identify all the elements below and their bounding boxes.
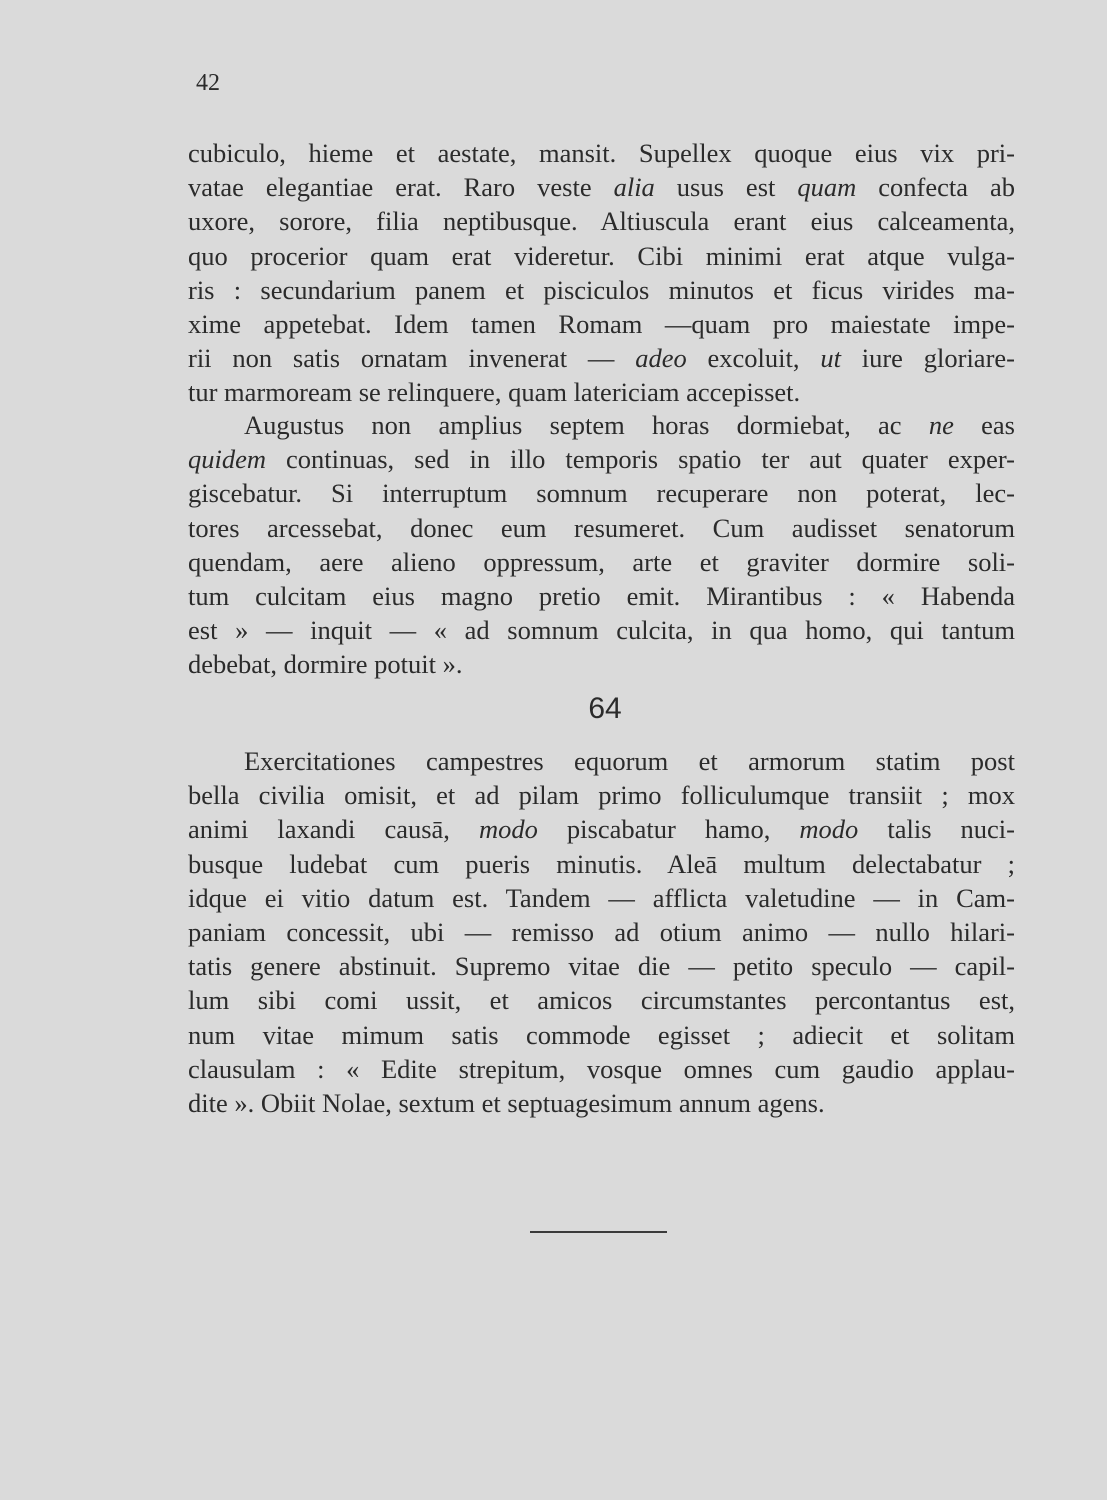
text-line (188, 647, 1015, 681)
text-line (188, 1086, 1015, 1120)
text-segment: animi laxandi causā, (188, 814, 479, 845)
italic-text: quidem (188, 444, 267, 475)
text-line (188, 579, 1015, 613)
text-line (188, 307, 1015, 341)
text-line (188, 239, 1015, 273)
section-number: 64 (588, 692, 622, 725)
italic-text: ne (928, 410, 954, 440)
text-segment: bella civilia omisit, et ad pilam primo folliculumque transiit ; mox (188, 780, 1015, 811)
text-line (188, 915, 1015, 949)
text-segment: est » — inquit — « ad somnum culcita, in qua homo, qui tantum (188, 615, 1015, 646)
text-segment: clausulam : « Edite strepitum, vosque omnes cum gaudio applau- (188, 1053, 1015, 1084)
text-line (188, 341, 1015, 375)
text-segment: xime appetebat. Idem tamen Romam —quam pro maiestate impe- (188, 309, 1015, 339)
text-line (188, 442, 1015, 476)
text-segment: tum culcitam eius magno pretio emit. Mirantibus : « Habenda (188, 581, 1015, 611)
text-segment: usus est (654, 172, 798, 203)
text-line (188, 1052, 1015, 1086)
italic-text: modo (478, 814, 538, 845)
text-segment: tur marmoream se relinquere, quam latericiam accepisset. (188, 377, 801, 408)
text-segment: tores arcessebat, donec eum resumeret. Cum audisset senatorum (188, 512, 1015, 543)
text-line (188, 847, 1015, 881)
end-rule (530, 1231, 667, 1233)
text-line (188, 1018, 1015, 1052)
text-line (188, 136, 1015, 170)
text-segment: dite ». Obiit Nolae, sextum et septuagesimum annum agens. (188, 1088, 825, 1118)
text-line (188, 778, 1015, 812)
text-segment: Augustus non amplius septem horas dormiebat, ac (244, 410, 929, 440)
text-line (188, 408, 1015, 442)
text-segment: rii non satis ornatam invenerat — (188, 343, 636, 374)
text-line (188, 613, 1015, 647)
text-segment: confecta ab (856, 172, 1016, 203)
text-segment: cubiculo, hieme et aestate, mansit. Supellex quoque eius vix pri- (188, 138, 1015, 168)
text-segment: vatae elegantiae erat. Raro veste (188, 172, 614, 203)
text-line (188, 983, 1015, 1017)
text-segment: uxore, sorore, filia neptibusque. Altiuscula erant eius calceamenta, (188, 206, 1015, 237)
text-segment: iure gloriare- (840, 343, 1015, 374)
text-line (188, 744, 1015, 778)
italic-text: quam (797, 172, 857, 203)
text-line (188, 949, 1015, 983)
text-segment: piscabatur hamo, (537, 814, 800, 845)
text-segment: quo procerior quam erat videretur. Cibi minimi erat atque vulga- (188, 240, 1015, 271)
text-line (188, 170, 1015, 204)
text-segment: paniam concessit, ubi — remisso ad otium animo — nullo hilari- (188, 917, 1015, 947)
text-segment: Exercitationes campestres equorum et armorum statim post (244, 746, 1015, 776)
italic-text: adeo (635, 343, 687, 374)
text-line (188, 812, 1015, 846)
italic-text: modo (799, 814, 859, 845)
text-line (188, 511, 1015, 545)
text-segment: num vitae mimum satis commode egisset ; adiecit et solitam (188, 1019, 1015, 1050)
text-line (188, 881, 1015, 915)
text-segment: debebat, dormire potuit ». (188, 649, 463, 680)
page-number: 42 (196, 70, 220, 96)
text-segment: continuas, sed in illo temporis spatio ter aut quater exper- (266, 444, 1015, 475)
text-line (188, 545, 1015, 579)
text-segment: eas (953, 410, 1015, 440)
text-segment: lum sibi comi ussit, et amicos circumstantes percontantus est, (188, 985, 1015, 1016)
italic-text: alia (613, 172, 655, 203)
text-segment: idque ei vitio datum est. Tandem — afflicta valetudine — in Cam- (188, 882, 1015, 913)
text-line (188, 476, 1015, 510)
text-segment: quendam, aere alieno oppressum, arte et graviter dormire soli- (188, 546, 1015, 577)
text-line (188, 204, 1015, 238)
text-segment: tatis genere abstinuit. Supremo vitae die — petito speculo — capil- (188, 951, 1015, 982)
italic-text: ut (820, 343, 841, 374)
text-line (188, 273, 1015, 307)
text-segment: talis nuci- (858, 814, 1015, 845)
text-segment: giscebatur. Si interruptum somnum recuperare non poterat, lec- (188, 478, 1015, 509)
text-segment: excoluit, (686, 343, 821, 374)
text-line (188, 375, 1015, 409)
text-segment: ris : secundarium panem et pisciculos minutos et ficus virides ma- (188, 274, 1015, 305)
text-segment: busque ludebat cum pueris minutis. Aleā multum delectabatur ; (188, 848, 1015, 879)
